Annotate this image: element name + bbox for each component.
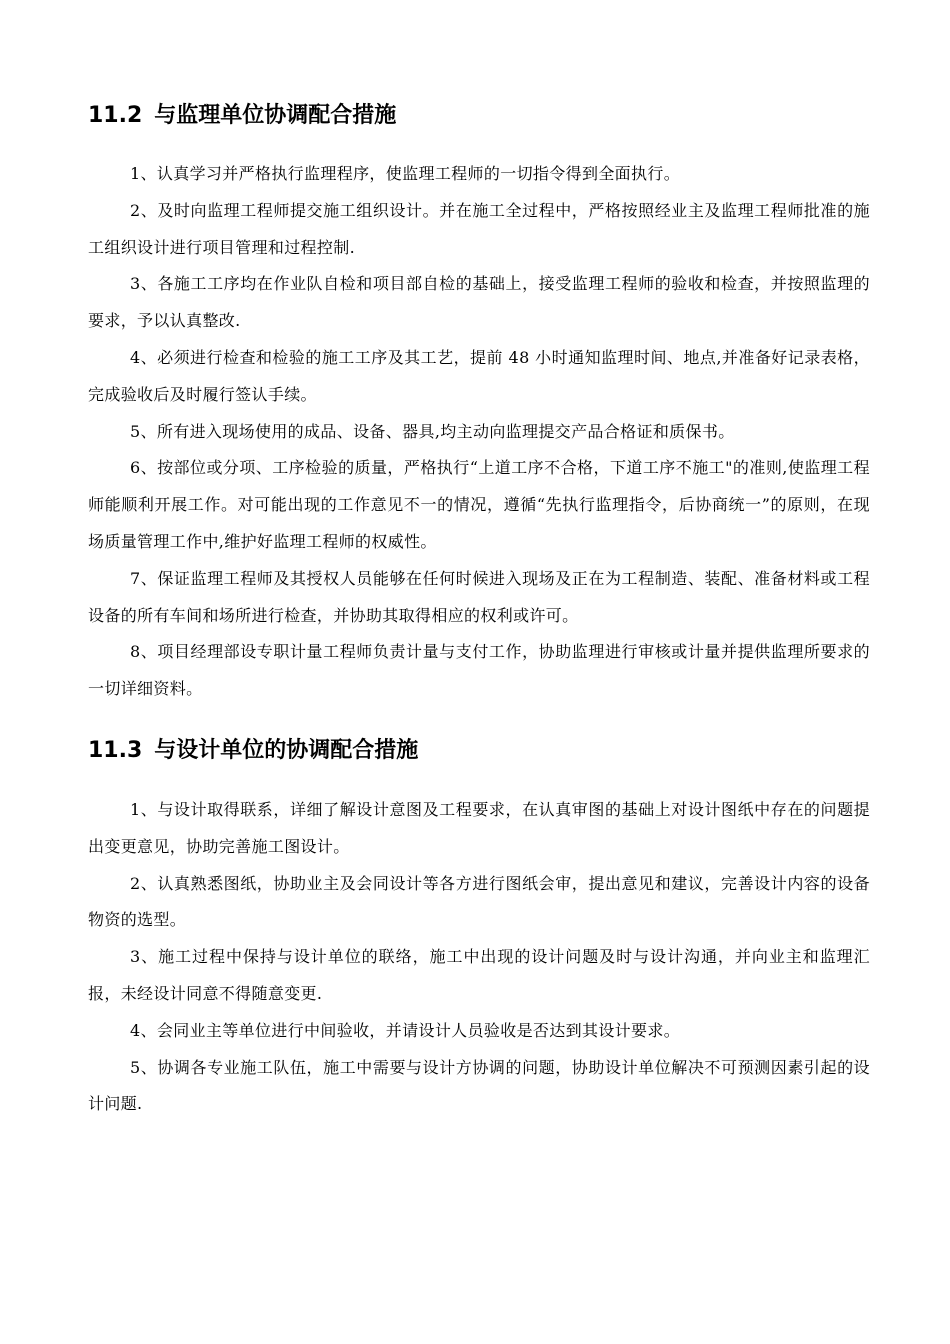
paragraph: 7、保证监理工程师及其授权人员能够在任何时候进入现场及正在为工程制造、装配、准备材料或工程设备的所有车间和场所进行检查，并协助其取得相应的权利或许可。 — [88, 568, 870, 625]
section-title: 与监理单位协调配合措施 — [154, 103, 397, 128]
paragraph: 3、各施工工序均在作业队自检和项目部自检的基础上，接受监理工程师的验收和检查，并按照监理的要求，予以认真整改. — [88, 274, 870, 331]
section-body — [88, 156, 870, 708]
paragraph: 2、认真熟悉图纸，协助业主及会同设计等各方进行图纸会审，提出意见和建议，完善设计内容的设备物资的选型。 — [88, 873, 870, 930]
section-title: 与设计单位的协调配合措施 — [154, 738, 419, 763]
paragraph: 2、及时向监理工程师提交施工组织设计。并在施工全过程中，严格按照经业主及监理工程师批准的施工组织设计进行项目管理和过程控制. — [88, 200, 870, 257]
section-heading — [88, 100, 396, 132]
paragraph: 3、施工过程中保持与设计单位的联络，施工中出现的设计问题及时与设计沟通，并向业主和监理汇报，未经设计同意不得随意变更. — [88, 947, 870, 1003]
section-number: 11.3 — [88, 738, 143, 763]
section-heading — [88, 735, 418, 767]
paragraph: 1、认真学习并严格执行监理程序，使监理工程师的一切指令得到全面执行。 — [130, 164, 681, 183]
paragraph: 4、必须进行检查和检验的施工工序及其工艺，提前 48 小时通知监理时间、地点,并准备好记录表格，完成验收后及时履行签认手续。 — [88, 347, 870, 404]
section-body — [88, 792, 870, 1123]
section-number: 11.2 — [88, 103, 143, 128]
paragraph: 8、项目经理部设专职计量工程师负责计量与支付工作，协助监理进行审核或计量并提供监理所要求的一切详细资料。 — [88, 642, 870, 699]
paragraph: 4、会同业主等单位进行中间验收，并请设计人员验收是否达到其设计要求。 — [130, 1020, 681, 1040]
paragraph: 1、与设计取得联系，详细了解设计意图及工程要求，在认真审图的基础上对设计图纸中存在的问题提出变更意见，协助完善施工图设计。 — [88, 800, 870, 856]
paragraph: 6、按部位或分项、工序检验的质量，严格执行“上道工序不合格，下道工序不施工"的准则,使监理工程师能顺利开展工作。对可能出现的工作意见不一的情况，遵循“先执行监理指令，后协商统一”的原则，在现场质量管理工作中,维护好监理工程师的权威性。 — [88, 458, 870, 551]
paragraph: 5、协调各专业施工队伍，施工中需要与设计方协调的问题，协助设计单位解决不可预测因素引起的设计问题. — [88, 1057, 870, 1114]
paragraph: 5、所有进入现场使用的成品、设备、器具,均主动向监理提交产品合格证和质保书。 — [130, 421, 735, 441]
